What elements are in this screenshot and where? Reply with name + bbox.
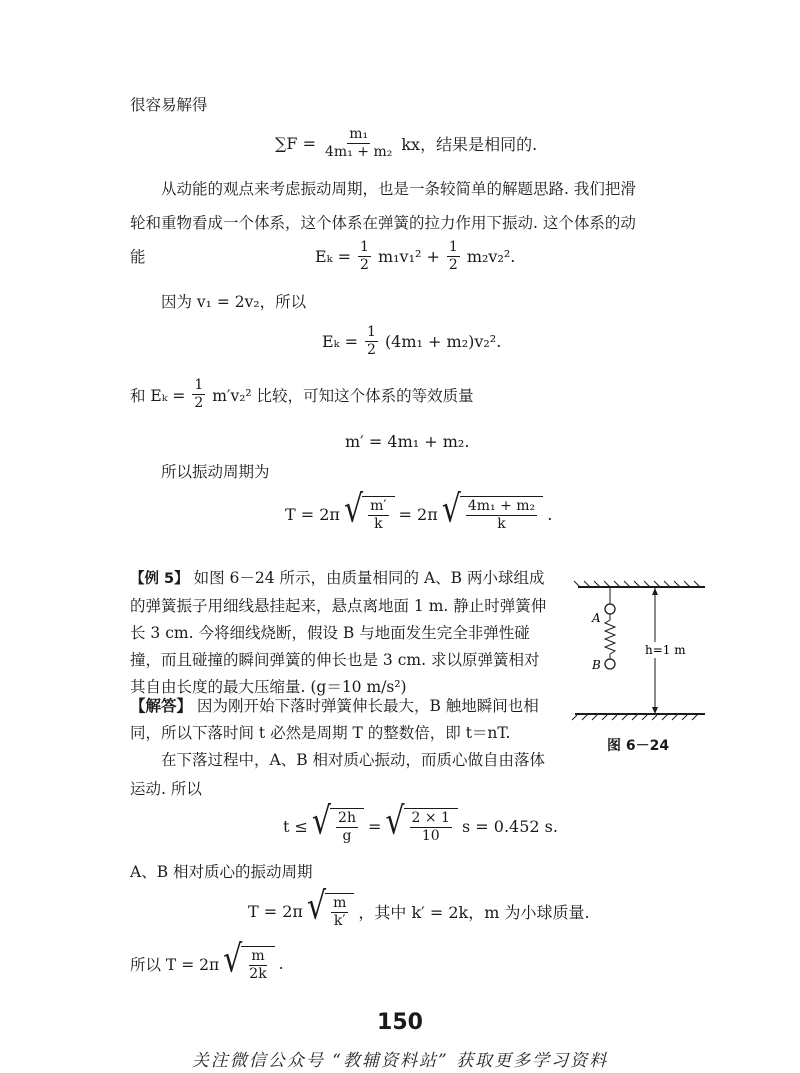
eq3-numerator: 1 [365,325,378,342]
relative-line: A、B 相对质心的振动周期 [130,863,313,881]
eq5-tail: . [547,504,553,524]
eq1-denominator: 4m₁ + m₂ [325,144,393,161]
height-arrow-bottom [652,707,658,714]
eq5-sqrt-1: √ $\frac{m'}{k}$ [344,496,395,533]
ball-a [605,604,615,614]
label-a: A [592,611,601,625]
eq2-fraction-2 [447,240,460,274]
answer-tag: 【解答】 [130,697,193,715]
eq1-lhs: ∑F = [275,134,317,154]
eq5-r1-denominator: k [374,516,383,533]
answer-text: 因为刚开始下落时弹簧伸长最大，B 触地瞬间也相同，所以下落时间 t 必然是周期 T 的整数倍，即 t＝nT. [130,697,539,742]
equation-kinetic-energy-2 [322,325,501,359]
eq5-lhs: T = 2π [285,504,340,524]
example-text: 如图 6－24 所示，由质量相同的 A、B 两小球组成的弹簧振子用细线悬挂起来，悬点离地面 1 m. 静止时弹簧伸长 3 cm. 今将细线烧断，假设 B 与地面发生完全非弹性碰撞，而且碰撞的瞬间弹簧的伸长也是 3 cm. 求以原弹簧相对其自由长度的最大压缩量. (g＝10 m/s²) [130,569,547,696]
eq2-lhs: Eₖ = [315,247,352,267]
equation-net-force [275,127,537,161]
eq7-sqrt: √ $\frac{m}{k'}$ [307,893,354,930]
eq6-sqrt-1: √ $\frac{2h}{g}$ [312,808,364,845]
eq1-fraction [323,127,394,161]
eq5-r1-numerator: m′ [368,499,388,516]
eq1-numerator: m₁ [347,127,370,144]
compare-numerator: 1 [192,378,205,395]
final-sqrt: √ $\frac{m}{2k}$ [223,946,275,983]
answer [130,693,550,747]
ball-b [605,659,615,669]
footer-watermark: 关注微信公众号 “教辅资料站” 获取更多学习资料 [191,1051,609,1071]
label-b: B [592,658,601,672]
eq2-f2-numerator: 1 [447,240,460,257]
paragraph-fall-text: 在下落过程中，A、B 相对质心振动，而质心做自由落体运动. 所以 [130,751,546,798]
eq7-lhs: T = 2π [248,901,303,921]
period-line [130,462,270,482]
eq2-f1-denominator: 2 [360,257,369,274]
compare-post: m′v₂² 比较，可知这个体系的等效质量 [212,386,474,405]
eq6-lhs: t ≤ [283,816,308,836]
eq5-r2-numerator: 4m₁ + m₂ [466,499,537,516]
eq3-lhs: Eₖ = [322,332,359,352]
eq6-r2-numerator: 2 × 1 [410,811,452,828]
eq5-r2-denominator: k [497,516,506,533]
final-line [130,937,284,983]
eq1-tail: kx，结果是相同的. [401,135,538,155]
compare-line [130,378,474,412]
eq6-r1-denominator: g [342,828,352,845]
eq6-sqrt-2: √ $\frac{2 \times 1}{10}$ [385,808,458,845]
example-tag: 【例 5】 [130,571,189,587]
height-label: h=1 m [645,643,686,657]
compare-denominator: 2 [194,395,204,412]
final-denominator: 2k [249,966,267,983]
final-pre: 所以 T = 2π [130,956,220,975]
equation-period [285,487,553,533]
because-line [130,292,306,312]
compare-fraction [192,378,205,412]
eq6-mid: = [367,816,382,836]
eq5-sqrt-2: √ $\frac{\text{4m₁ + m₂}}{k}$ [442,496,543,533]
eq7-tail: ，其中 k′ = 2k，m 为小球质量. [358,902,590,922]
eq7-denominator: k′ [333,913,346,930]
eq5-mid: = 2π [398,504,438,524]
spring [605,614,615,659]
equation-time [283,799,558,845]
final-tail: . [278,955,284,974]
eq3-tail: (4m₁ + m₂)v₂². [384,332,502,352]
eq6-r1-numerator: 2h [336,811,358,828]
intro-line: 很容易解得 [130,96,208,114]
example-5 [130,565,550,701]
height-arrow-top [652,588,658,595]
because-line-text: 因为 v₁ = 2v₂，所以 [161,293,307,311]
figure-caption: 图 6－24 [607,738,670,754]
eq3-denominator: 2 [367,342,376,359]
figure-6-24 [570,578,715,728]
final-numerator: m [249,949,266,966]
eq6-tail: s = 0.452 s. [461,816,558,836]
paragraph-energy-text: 从动能的观点来考虑振动周期，也是一条较简单的解题思路. 我们把滑轮和重物看成一个体系，这个体系在弹簧的拉力作用下振动. 这个体系的动能 [130,180,636,266]
eq2-fraction-1 [358,240,371,274]
equation-equivalent-mass: m′ = 4m₁ + m₂. [345,432,470,451]
compare-pre: 和 Eₖ = [130,386,186,405]
equation-kinetic-energy [315,240,515,274]
eq6-r2-denominator: 10 [421,828,440,845]
page-number: 150 [377,1010,423,1035]
eq2-f2-denominator: 2 [448,257,458,274]
eq7-numerator: m [331,896,348,913]
paragraph-fall [130,746,550,804]
eq2-term-2: m₂v₂². [466,247,516,267]
eq2-f1-numerator: 1 [358,240,371,257]
equation-relative-period [248,884,590,930]
eq2-term-1: m₁v₁² + [377,247,440,267]
eq3-fraction [365,325,378,359]
period-line-text: 所以振动周期为 [161,463,270,481]
